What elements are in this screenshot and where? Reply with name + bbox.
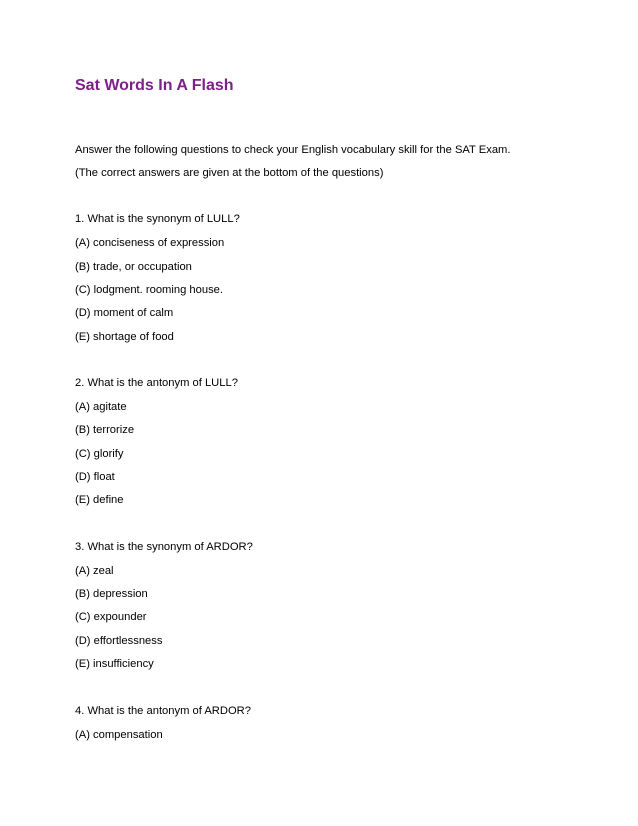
question-2: 2. What is the antonym of LULL? — [75, 377, 238, 389]
question-2-option-d: (D) float — [75, 471, 115, 483]
question-1: 1. What is the synonym of LULL? — [75, 213, 240, 225]
question-3-option-a: (A) zeal — [75, 565, 114, 577]
question-1-option-d: (D) moment of calm — [75, 307, 174, 319]
intro-text: Answer the following questions to check your English vocabulary skill for the SAT Exam. — [75, 144, 511, 156]
question-3-option-e: (E) insufficiency — [75, 658, 154, 670]
question-3-option-b: (B) depression — [75, 588, 148, 600]
question-4-option-a: (A) compensation — [75, 729, 163, 741]
question-1-option-a: (A) conciseness of expression — [75, 237, 225, 249]
question-2-option-b: (B) terrorize — [75, 424, 135, 436]
question-3-option-c: (C) expounder — [75, 611, 147, 623]
question-3: 3. What is the synonym of ARDOR? — [75, 541, 253, 553]
question-1-option-c: (C) lodgment. rooming house. — [75, 284, 223, 296]
answers-note: (The correct answers are given at the bottom of the questions) — [75, 167, 384, 179]
question-2-option-e: (E) define — [75, 494, 124, 506]
question-4: 4. What is the antonym of ARDOR? — [75, 705, 251, 717]
question-3-option-d: (D) effortlessness — [75, 635, 163, 647]
page-title: Sat Words In A Flash — [75, 77, 234, 94]
question-2-option-c: (C) glorify — [75, 448, 124, 460]
question-2-option-a: (A) agitate — [75, 401, 127, 413]
question-1-option-b: (B) trade, or occupation — [75, 261, 192, 273]
question-1-option-e: (E) shortage of food — [75, 331, 174, 343]
